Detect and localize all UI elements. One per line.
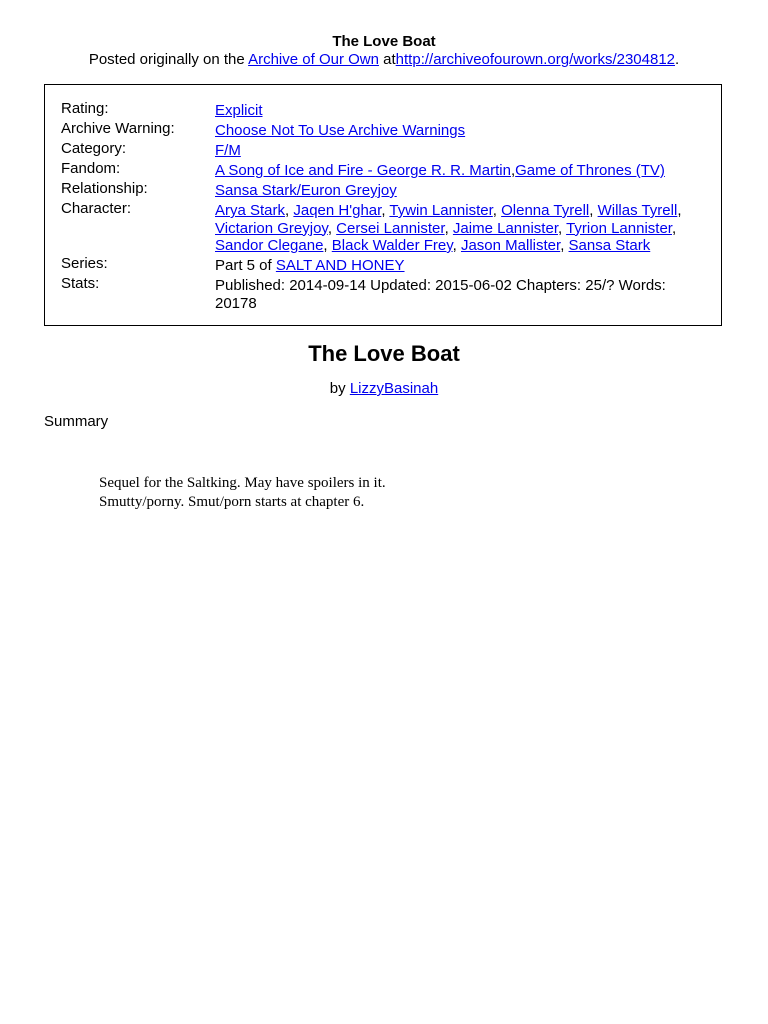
character-link[interactable]: Sandor Clegane — [215, 237, 324, 254]
warning-link[interactable]: Choose Not To Use Archive Warnings — [215, 122, 466, 139]
series-label: Series: — [61, 255, 108, 272]
stats-value: Published: 2014-09-14 Updated: 2015-06-02 Chapters: 25/? Words: 20178 — [215, 277, 666, 312]
character-list: Arya Stark, Jaqen H'ghar, Tywin Lannister, Olenna Tyrell, Willas Tyrell, Victarion Greyjoy, Cersei Lannister, Jaime Lannister, Tyrion Lannister, Sandor Clegane, Black Walder Frey, Jason Mallister, Sansa Stark — [215, 202, 682, 254]
series-link[interactable]: SALT AND HONEY — [275, 257, 405, 274]
posted-originally-line — [0, 51, 768, 68]
series-prefix: Part 5 of — [215, 257, 272, 274]
work-title: The Love Boat — [308, 341, 460, 366]
summary-line: Sequel for the Saltking. May have spoilers in it. — [99, 475, 386, 491]
category-label: Category: — [61, 140, 127, 157]
summary-text — [99, 474, 699, 512]
fandom-link[interactable]: Game of Thrones (TV) — [515, 162, 665, 179]
document-title: The Love Boat — [332, 33, 436, 50]
character-link[interactable]: Victarion Greyjoy — [215, 219, 328, 237]
character-link[interactable]: Cersei Lannister — [336, 219, 445, 237]
character-link[interactable]: Jaime Lannister — [452, 219, 558, 237]
rating-label: Rating: — [61, 100, 109, 117]
fandom-label: Fandom: — [61, 160, 121, 177]
author-link[interactable]: LizzyBasinah — [349, 380, 439, 397]
relationship-label: Relationship: — [61, 180, 148, 197]
posted-prefix: Posted originally on the — [88, 51, 245, 68]
relationship-link[interactable]: Sansa Stark/Euron Greyjoy — [215, 182, 397, 199]
character-label: Character: — [61, 200, 132, 217]
summary-heading: Summary — [44, 413, 109, 430]
metadata-box: Rating: Explicit Archive Warning: Choose Not To Use Archive Warnings Category: F/M Fandom: A Song of Ice and Fire - George R. R. Martin,Game of Thrones (TV) Relationship: Sansa Stark/Euron Greyjoy Character: Arya Stark, Jaqen H'ghar, Tywin Lannister, Olenna Tyrell, Willas Tyrell, Victarion Greyjoy, Cersei Lannister, Jaime Lannister, Tyrion Lannister, Sandor Clegane, Black Walder Frey, Jason Mallister, Sansa Stark Series: Part 5 of SALT AND HONEY Stats: Published: 2014-09-14 Updated: 2015-06-02 Chapters: 25/? Words: 20178 — [44, 84, 722, 326]
rating-link[interactable]: Explicit — [215, 102, 263, 119]
work-url-link[interactable]: http://archiveofourown.org/works/2304812 — [395, 51, 676, 68]
summary-line: Smutty/porny. Smut/porn starts at chapter 6. — [99, 494, 365, 510]
stats-label: Stats: — [61, 275, 100, 292]
character-link[interactable]: Tywin Lannister — [389, 202, 493, 219]
character-link[interactable]: Willas Tyrell — [597, 202, 678, 219]
warning-label: Archive Warning: — [61, 120, 175, 137]
period: . — [675, 51, 680, 68]
at-text: at — [383, 51, 396, 68]
archive-link[interactable]: Archive of Our Own — [248, 51, 379, 68]
character-link[interactable]: Olenna Tyrell — [501, 202, 590, 219]
byline — [0, 380, 768, 397]
by-text: by — [329, 380, 346, 397]
character-link[interactable]: Jaqen H'ghar — [293, 202, 382, 219]
character-link[interactable]: Tyrion Lannister — [566, 219, 672, 237]
character-link[interactable]: Arya Stark — [215, 202, 286, 219]
character-link[interactable]: Sansa Stark — [568, 237, 651, 254]
category-link[interactable]: F/M — [215, 142, 241, 159]
fandom-link[interactable]: A Song of Ice and Fire - George R. R. Martin — [215, 162, 511, 179]
character-link[interactable]: Jason Mallister — [460, 237, 561, 254]
character-link[interactable]: Black Walder Frey — [331, 237, 453, 254]
